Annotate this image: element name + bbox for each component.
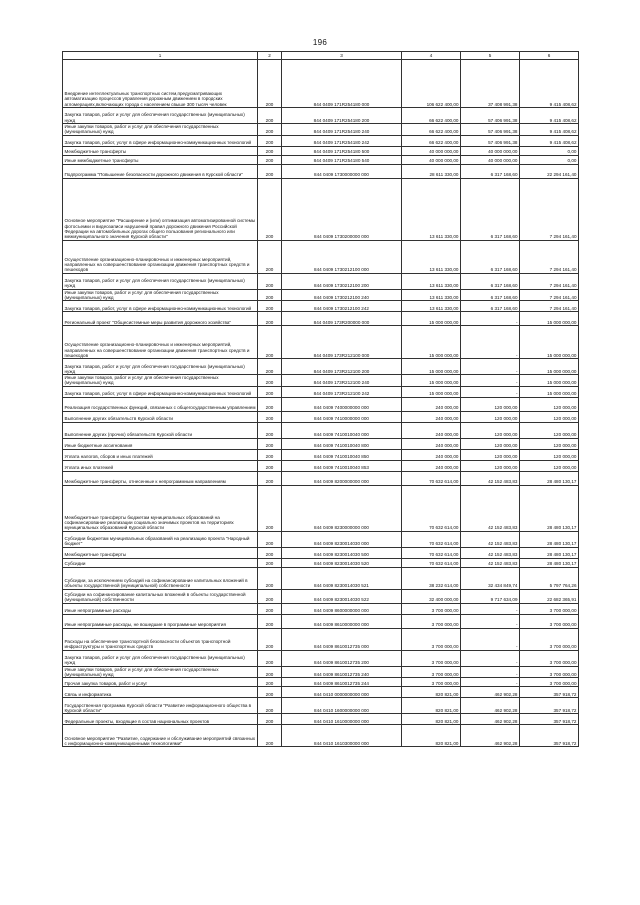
row-name-cell: Иные закупки товаров, работ и услуг для обеспечения государственных (муниципальных) нужд: [63, 289, 258, 301]
row-code-cell: 844 0409 8610012735 000: [282, 628, 402, 650]
row-name-cell: Субсидии на софинансирование капитальных вложений в объекты государственной (муниципальной) собственности: [63, 589, 258, 603]
row-ministry-cell: 200: [258, 628, 282, 650]
table-row: [63, 301, 579, 312]
table-row: [63, 485, 579, 531]
row-name-cell: Иные непрограммные расходы, не вошедшие в программные мероприятия: [63, 614, 258, 628]
row-plan-cell: 15 000 000,00: [402, 386, 461, 397]
row-remainder-cell: 3 700 000,00: [520, 650, 579, 666]
row-remainder-cell: 9 415 408,62: [520, 60, 579, 108]
table-row: [63, 547, 579, 558]
row-code-cell: 844 0409 1730200000 000: [282, 178, 402, 240]
table-row: [63, 666, 579, 678]
table-row: [63, 725, 579, 747]
table-row: [63, 567, 579, 589]
row-executed-cell: 462 902,28: [461, 687, 520, 698]
row-remainder-cell: 28 480 130,17: [520, 485, 579, 531]
row-executed-cell: 40 000 000,00: [461, 146, 520, 155]
row-ministry-cell: 200: [258, 678, 282, 687]
row-plan-cell: 66 622 400,00: [402, 124, 461, 136]
row-code-cell: 844 0409 171R254180 000: [282, 60, 402, 108]
row-code-cell: 844 0409 173R212100 242: [282, 386, 402, 397]
row-remainder-cell: 7 294 161,40: [520, 289, 579, 301]
row-code-cell: 844 0409 8230014030 520: [282, 558, 402, 567]
row-code-cell: 844 0409 1730212100 240: [282, 289, 402, 301]
row-ministry-cell: 200: [258, 108, 282, 124]
row-executed-cell: 57 406 991,38: [461, 108, 520, 124]
table-row: [63, 240, 579, 273]
row-remainder-cell: 357 918,72: [520, 698, 579, 714]
row-remainder-cell: 120 000,00: [520, 422, 579, 438]
row-plan-cell: 820 821,00: [402, 725, 461, 747]
table-row: [63, 155, 579, 164]
row-code-cell: 844 0409 1730212100 242: [282, 301, 402, 312]
budget-execution-table: [62, 51, 579, 747]
row-ministry-cell: 200: [258, 666, 282, 678]
row-code-cell: 844 0409 173R200000 000: [282, 312, 402, 326]
row-remainder-cell: 5 797 764,26: [520, 567, 579, 589]
row-ministry-cell: 200: [258, 178, 282, 240]
row-ministry-cell: 200: [258, 411, 282, 422]
row-ministry-cell: 200: [258, 567, 282, 589]
table-row: [63, 449, 579, 460]
row-executed-cell: 462 902,28: [461, 714, 520, 725]
row-plan-cell: 3 700 000,00: [402, 603, 461, 614]
row-remainder-cell: 28 480 130,17: [520, 531, 579, 547]
row-ministry-cell: 200: [258, 460, 282, 471]
row-plan-cell: 820 821,00: [402, 687, 461, 698]
row-code-cell: 844 0409 8230014030 500: [282, 547, 402, 558]
row-plan-cell: 66 622 400,00: [402, 108, 461, 124]
row-name-cell: Закупка товаров, работ и услуг для обеспечения государственных (муниципальных) нужд: [63, 108, 258, 124]
row-remainder-cell: 0,00: [520, 146, 579, 155]
table-row: [63, 386, 579, 397]
row-code-cell: 844 0409 8230014030 522: [282, 589, 402, 603]
table-row: [63, 422, 579, 438]
row-executed-cell: 120 000,00: [461, 438, 520, 449]
row-name-cell: Субсидии: [63, 558, 258, 567]
row-ministry-cell: 200: [258, 471, 282, 485]
table-row: [63, 146, 579, 155]
row-plan-cell: 820 821,00: [402, 714, 461, 725]
row-code-cell: 844 0409 8610012735 244: [282, 678, 402, 687]
row-executed-cell: 57 406 991,38: [461, 124, 520, 136]
table-row: [63, 60, 579, 108]
row-name-cell: Выполнение других обязательств Курской области: [63, 411, 258, 422]
row-remainder-cell: 3 700 000,00: [520, 678, 579, 687]
row-name-cell: Уплата налогов, сборов и иных платежей: [63, 449, 258, 460]
row-name-cell: Государственная программа Курской области "Развитие информационного общества в Курской области": [63, 698, 258, 714]
row-name-cell: Субсидии, за исключением субсидий на софинансирование капитальных вложений в объекты государственной (муниципальной) собственности: [63, 567, 258, 589]
row-plan-cell: 106 622 400,00: [402, 60, 461, 108]
row-executed-cell: -: [461, 326, 520, 359]
row-ministry-cell: 200: [258, 614, 282, 628]
row-name-cell: Закупка товаров, работ и услуг для обеспечения государственных (муниципальных) нужд: [63, 650, 258, 666]
row-executed-cell: 120 000,00: [461, 411, 520, 422]
row-plan-cell: 240 000,00: [402, 449, 461, 460]
row-ministry-cell: 200: [258, 449, 282, 460]
row-plan-cell: 240 000,00: [402, 397, 461, 411]
table-row: [63, 273, 579, 289]
row-executed-cell: 6 317 168,60: [461, 273, 520, 289]
row-ministry-cell: 200: [258, 687, 282, 698]
row-code-cell: 844 0409 173R212100 000: [282, 326, 402, 359]
row-plan-cell: 40 000 000,00: [402, 146, 461, 155]
row-name-cell: Внедрение интеллектуальных транспортных систем,предусматривающих автоматизацию процессов управления дорожным движением в городских агломерациях,включающих города с населением свыше 300 тысяч человек: [63, 60, 258, 108]
row-plan-cell: 38 232 614,00: [402, 567, 461, 589]
row-remainder-cell: 0,00: [520, 155, 579, 164]
row-ministry-cell: 200: [258, 422, 282, 438]
row-plan-cell: 3 700 000,00: [402, 614, 461, 628]
row-plan-cell: 3 700 000,00: [402, 666, 461, 678]
column-header-5: 5: [461, 52, 520, 60]
table-row: [63, 471, 579, 485]
table-header-row: [63, 52, 579, 60]
row-executed-cell: 120 000,00: [461, 397, 520, 411]
row-remainder-cell: 15 000 000,00: [520, 375, 579, 387]
row-name-cell: Закупка товаров, работ, услуг в сфере информационно-коммуникационных технологий: [63, 386, 258, 397]
row-plan-cell: 240 000,00: [402, 438, 461, 449]
row-ministry-cell: 200: [258, 603, 282, 614]
row-ministry-cell: 200: [258, 397, 282, 411]
row-remainder-cell: 357 918,72: [520, 714, 579, 725]
row-executed-cell: 120 000,00: [461, 449, 520, 460]
row-code-cell: 844 0409 8230014030 521: [282, 567, 402, 589]
row-code-cell: 844 0409 171R254180 200: [282, 108, 402, 124]
row-executed-cell: -: [461, 312, 520, 326]
page-number: 196: [312, 38, 328, 47]
table-row: [63, 531, 579, 547]
row-executed-cell: 40 000 000,00: [461, 155, 520, 164]
row-name-cell: Осуществление организационно-планировочных и инженерных мероприятий, направленных на совершенствование организации движения транспортных средств и пешеходов: [63, 240, 258, 273]
table-row: [63, 438, 579, 449]
table-row: [63, 687, 579, 698]
table-row: [63, 678, 579, 687]
row-name-cell: Межбюджетные трансферты: [63, 547, 258, 558]
row-remainder-cell: 120 000,00: [520, 460, 579, 471]
row-name-cell: Расходы на обеспечение транспортной безопасности объектов транспортной инфраструктуры и транспортных средств: [63, 628, 258, 650]
row-code-cell: 844 0409 171R254180 242: [282, 135, 402, 146]
row-code-cell: 844 0409 171R254180 540: [282, 155, 402, 164]
row-code-cell: 844 0410 1600000000 000: [282, 698, 402, 714]
row-remainder-cell: 3 700 000,00: [520, 666, 579, 678]
row-code-cell: 844 0409 7410000000 000: [282, 411, 402, 422]
row-plan-cell: 3 700 000,00: [402, 678, 461, 687]
row-ministry-cell: 200: [258, 531, 282, 547]
row-plan-cell: 66 622 400,00: [402, 135, 461, 146]
row-ministry-cell: 200: [258, 164, 282, 178]
column-header-3: 3: [282, 52, 402, 60]
row-code-cell: 844 0409 8230000000 000: [282, 485, 402, 531]
table-row: [63, 164, 579, 178]
row-plan-cell: 32 400 000,00: [402, 589, 461, 603]
row-remainder-cell: 22 682 365,91: [520, 589, 579, 603]
table-row: [63, 312, 579, 326]
row-name-cell: Субсидии бюджетам муниципальных образований на реализацию проекта "Народный бюджет": [63, 531, 258, 547]
row-plan-cell: 3 700 000,00: [402, 628, 461, 650]
row-ministry-cell: 200: [258, 725, 282, 747]
table-row: [63, 178, 579, 240]
row-ministry-cell: 200: [258, 312, 282, 326]
table-row: [63, 460, 579, 471]
row-name-cell: Закупка товаров, работ, услуг в сфере информационно-коммуникационных технологий: [63, 301, 258, 312]
row-name-cell: Межбюджетные трансферты бюджетам муниципальных образований на софинансирование реализации социально значимых проектов на территориях муниципальных образований Курской области: [63, 485, 258, 531]
table-row: [63, 411, 579, 422]
row-name-cell: Выполнение других (прочих) обязательств Курской области: [63, 422, 258, 438]
row-name-cell: Иные закупки товаров, работ и услуг для обеспечения государственных (муниципальных) нужд: [63, 375, 258, 387]
row-executed-cell: 6 317 168,60: [461, 289, 520, 301]
row-code-cell: 844 0409 7400000000 000: [282, 397, 402, 411]
row-remainder-cell: 28 480 130,17: [520, 558, 579, 567]
row-executed-cell: 9 717 634,09: [461, 589, 520, 603]
row-plan-cell: 13 611 330,00: [402, 289, 461, 301]
row-plan-cell: 240 000,00: [402, 422, 461, 438]
table-row: [63, 589, 579, 603]
row-name-cell: Связь и информатика: [63, 687, 258, 698]
row-remainder-cell: 15 000 000,00: [520, 326, 579, 359]
row-ministry-cell: 200: [258, 485, 282, 531]
row-executed-cell: -: [461, 678, 520, 687]
row-ministry-cell: 200: [258, 650, 282, 666]
row-remainder-cell: 7 294 161,40: [520, 178, 579, 240]
row-name-cell: Основное мероприятие "Расширение и (или) оптимизация автоматизированной системы фотосъемки и видеозаписи нарушений правил дорожного движения Российской Федерации на автомобильных дорогах общего пользования регионального или межмуниципального значения Курской области": [63, 178, 258, 240]
row-name-cell: Межбюджетные трансферты, отнесенные к непрограммным направлениям: [63, 471, 258, 485]
row-name-cell: Осуществление организационно-планировочных и инженерных мероприятий, направленных на совершенствование организации движения транспортных средств и пешеходов: [63, 326, 258, 359]
row-ministry-cell: 200: [258, 273, 282, 289]
row-code-cell: 844 0409 8610012735 240: [282, 666, 402, 678]
table-row: [63, 603, 579, 614]
row-ministry-cell: 200: [258, 155, 282, 164]
row-remainder-cell: 3 700 000,00: [520, 614, 579, 628]
row-executed-cell: -: [461, 359, 520, 375]
row-remainder-cell: 9 415 408,62: [520, 135, 579, 146]
row-name-cell: Иные бюджетные ассигнования: [63, 438, 258, 449]
row-code-cell: 844 0409 171R254180 500: [282, 146, 402, 155]
row-name-cell: Иные закупки товаров, работ и услуг для обеспечения государственных (муниципальных) нужд: [63, 124, 258, 136]
row-name-cell: Закупка товаров, работ и услуг для обеспечения государственных (муниципальных) нужд: [63, 273, 258, 289]
row-remainder-cell: 22 294 161,40: [520, 164, 579, 178]
row-name-cell: Закупка товаров, работ, услуг в сфере информационно-коммуникационных технологий: [63, 135, 258, 146]
row-remainder-cell: 120 000,00: [520, 438, 579, 449]
row-ministry-cell: 200: [258, 375, 282, 387]
row-ministry-cell: 200: [258, 146, 282, 155]
row-name-cell: Прочая закупка товаров, работ и услуг: [63, 678, 258, 687]
table-row: [63, 135, 579, 146]
row-ministry-cell: 200: [258, 359, 282, 375]
row-remainder-cell: 9 415 408,62: [520, 108, 579, 124]
row-code-cell: 844 0409 1730000000 000: [282, 164, 402, 178]
row-code-cell: 844 0409 7410010040 850: [282, 449, 402, 460]
table-body: [63, 60, 579, 747]
row-plan-cell: 15 000 000,00: [402, 359, 461, 375]
column-header-6: 6: [520, 52, 579, 60]
row-name-cell: Иные межбюджетные трансферты: [63, 155, 258, 164]
row-remainder-cell: 357 918,72: [520, 687, 579, 698]
row-ministry-cell: 200: [258, 60, 282, 108]
table-row: [63, 124, 579, 136]
row-plan-cell: 13 611 330,00: [402, 273, 461, 289]
row-plan-cell: 70 632 614,00: [402, 547, 461, 558]
row-code-cell: 844 0409 8600000000 000: [282, 603, 402, 614]
table-row: [63, 359, 579, 375]
row-ministry-cell: 200: [258, 326, 282, 359]
row-executed-cell: -: [461, 386, 520, 397]
row-plan-cell: 15 000 000,00: [402, 326, 461, 359]
row-remainder-cell: 7 294 161,40: [520, 273, 579, 289]
row-ministry-cell: 200: [258, 558, 282, 567]
row-executed-cell: -: [461, 666, 520, 678]
row-plan-cell: 3 700 000,00: [402, 650, 461, 666]
row-code-cell: 844 0409 171R254180 240: [282, 124, 402, 136]
row-ministry-cell: 200: [258, 289, 282, 301]
row-code-cell: 844 0409 8610000000 000: [282, 614, 402, 628]
row-remainder-cell: 7 294 161,40: [520, 301, 579, 312]
row-code-cell: 844 0409 173R212100 200: [282, 359, 402, 375]
row-code-cell: 844 0410 1610000000 000: [282, 714, 402, 725]
row-remainder-cell: 3 700 000,00: [520, 603, 579, 614]
row-code-cell: 844 0409 7410010040 800: [282, 438, 402, 449]
row-code-cell: 844 0409 173R212100 240: [282, 375, 402, 387]
row-executed-cell: 6 317 168,60: [461, 178, 520, 240]
row-ministry-cell: 200: [258, 135, 282, 146]
table-row: [63, 628, 579, 650]
table-row: [63, 714, 579, 725]
row-remainder-cell: 7 294 161,40: [520, 240, 579, 273]
table-row: [63, 558, 579, 567]
row-plan-cell: 70 632 614,00: [402, 485, 461, 531]
row-ministry-cell: 200: [258, 386, 282, 397]
row-plan-cell: 820 821,00: [402, 698, 461, 714]
table-row: [63, 614, 579, 628]
row-remainder-cell: 15 000 000,00: [520, 359, 579, 375]
row-remainder-cell: 9 415 408,62: [520, 124, 579, 136]
row-code-cell: 844 0409 1730212100 200: [282, 273, 402, 289]
row-executed-cell: 32 434 849,74: [461, 567, 520, 589]
row-ministry-cell: 200: [258, 240, 282, 273]
row-executed-cell: 37 408 991,38: [461, 60, 520, 108]
row-remainder-cell: 120 000,00: [520, 449, 579, 460]
row-plan-cell: 13 611 330,00: [402, 178, 461, 240]
row-code-cell: 844 0409 7410010040 000: [282, 422, 402, 438]
row-plan-cell: 240 000,00: [402, 411, 461, 422]
row-name-cell: Иные закупки товаров, работ и услуг для обеспечения государственных (муниципальных) нужд: [63, 666, 258, 678]
row-executed-cell: -: [461, 375, 520, 387]
row-executed-cell: 42 152 483,83: [461, 471, 520, 485]
row-plan-cell: 70 632 614,00: [402, 531, 461, 547]
row-code-cell: 844 0410 1610300000 000: [282, 725, 402, 747]
row-executed-cell: 42 152 483,83: [461, 485, 520, 531]
row-plan-cell: 240 000,00: [402, 460, 461, 471]
row-name-cell: Межбюджетные трансферты: [63, 146, 258, 155]
column-header-1: 1: [63, 52, 258, 60]
row-executed-cell: 120 000,00: [461, 460, 520, 471]
row-code-cell: 844 0409 8200000000 000: [282, 471, 402, 485]
row-code-cell: 844 0409 8610012735 200: [282, 650, 402, 666]
table-row: [63, 108, 579, 124]
row-code-cell: 844 0409 1730212100 000: [282, 240, 402, 273]
row-executed-cell: 6 317 168,60: [461, 240, 520, 273]
row-code-cell: 844 0410 0000000000 000: [282, 687, 402, 698]
table-row: [63, 326, 579, 359]
row-remainder-cell: 120 000,00: [520, 397, 579, 411]
row-executed-cell: 6 317 168,60: [461, 301, 520, 312]
row-remainder-cell: 120 000,00: [520, 411, 579, 422]
column-header-4: 4: [402, 52, 461, 60]
row-executed-cell: 6 317 168,60: [461, 164, 520, 178]
row-executed-cell: 42 152 483,83: [461, 547, 520, 558]
row-plan-cell: 15 000 000,00: [402, 375, 461, 387]
row-remainder-cell: 28 480 130,17: [520, 547, 579, 558]
table-row: [63, 650, 579, 666]
row-ministry-cell: 200: [258, 124, 282, 136]
row-name-cell: Реализация государственных функций, связанных с общегосударственным управлением: [63, 397, 258, 411]
row-ministry-cell: 200: [258, 301, 282, 312]
row-ministry-cell: 200: [258, 547, 282, 558]
row-executed-cell: 42 152 483,83: [461, 558, 520, 567]
row-executed-cell: 42 152 483,83: [461, 531, 520, 547]
row-name-cell: Федеральные проекты, входящие в состав национальных проектов: [63, 714, 258, 725]
row-remainder-cell: 357 918,72: [520, 725, 579, 747]
column-header-2: 2: [258, 52, 282, 60]
row-remainder-cell: 15 000 000,00: [520, 386, 579, 397]
row-name-cell: Иные непрограммные расходы: [63, 603, 258, 614]
row-name-cell: Региональный проект "Общесистемные меры развития дорожного хозяйства": [63, 312, 258, 326]
row-name-cell: Подпрограмма "Повышение безопасности дорожного движения в Курской области": [63, 164, 258, 178]
table-row: [63, 289, 579, 301]
table-row: [63, 397, 579, 411]
row-executed-cell: 57 406 991,38: [461, 135, 520, 146]
row-executed-cell: 462 902,28: [461, 725, 520, 747]
row-plan-cell: 15 000 000,00: [402, 312, 461, 326]
row-name-cell: Закупка товаров, работ и услуг для обеспечения государственных (муниципальных) нужд: [63, 359, 258, 375]
row-executed-cell: 120 000,00: [461, 422, 520, 438]
row-executed-cell: -: [461, 603, 520, 614]
row-name-cell: Уплата иных платежей: [63, 460, 258, 471]
row-plan-cell: 70 632 614,00: [402, 558, 461, 567]
row-remainder-cell: 15 000 000,00: [520, 312, 579, 326]
row-ministry-cell: 200: [258, 698, 282, 714]
row-ministry-cell: 200: [258, 438, 282, 449]
table-row: [63, 375, 579, 387]
row-plan-cell: 40 000 000,00: [402, 155, 461, 164]
row-code-cell: 844 0409 8230014030 000: [282, 531, 402, 547]
row-code-cell: 844 0409 7410010040 853: [282, 460, 402, 471]
row-executed-cell: -: [461, 628, 520, 650]
row-plan-cell: 13 611 330,00: [402, 240, 461, 273]
row-name-cell: Основное мероприятие "Развитие, содержание и обслуживание мероприятий связанных с информационно-коммуникационными технологиями": [63, 725, 258, 747]
row-ministry-cell: 200: [258, 714, 282, 725]
row-plan-cell: 70 632 614,00: [402, 471, 461, 485]
row-executed-cell: 462 902,28: [461, 698, 520, 714]
row-executed-cell: -: [461, 614, 520, 628]
row-plan-cell: 13 611 330,00: [402, 301, 461, 312]
row-executed-cell: -: [461, 650, 520, 666]
table-row: [63, 698, 579, 714]
row-remainder-cell: 28 480 130,17: [520, 471, 579, 485]
row-remainder-cell: 3 700 000,00: [520, 628, 579, 650]
row-ministry-cell: 200: [258, 589, 282, 603]
row-plan-cell: 28 611 330,00: [402, 164, 461, 178]
